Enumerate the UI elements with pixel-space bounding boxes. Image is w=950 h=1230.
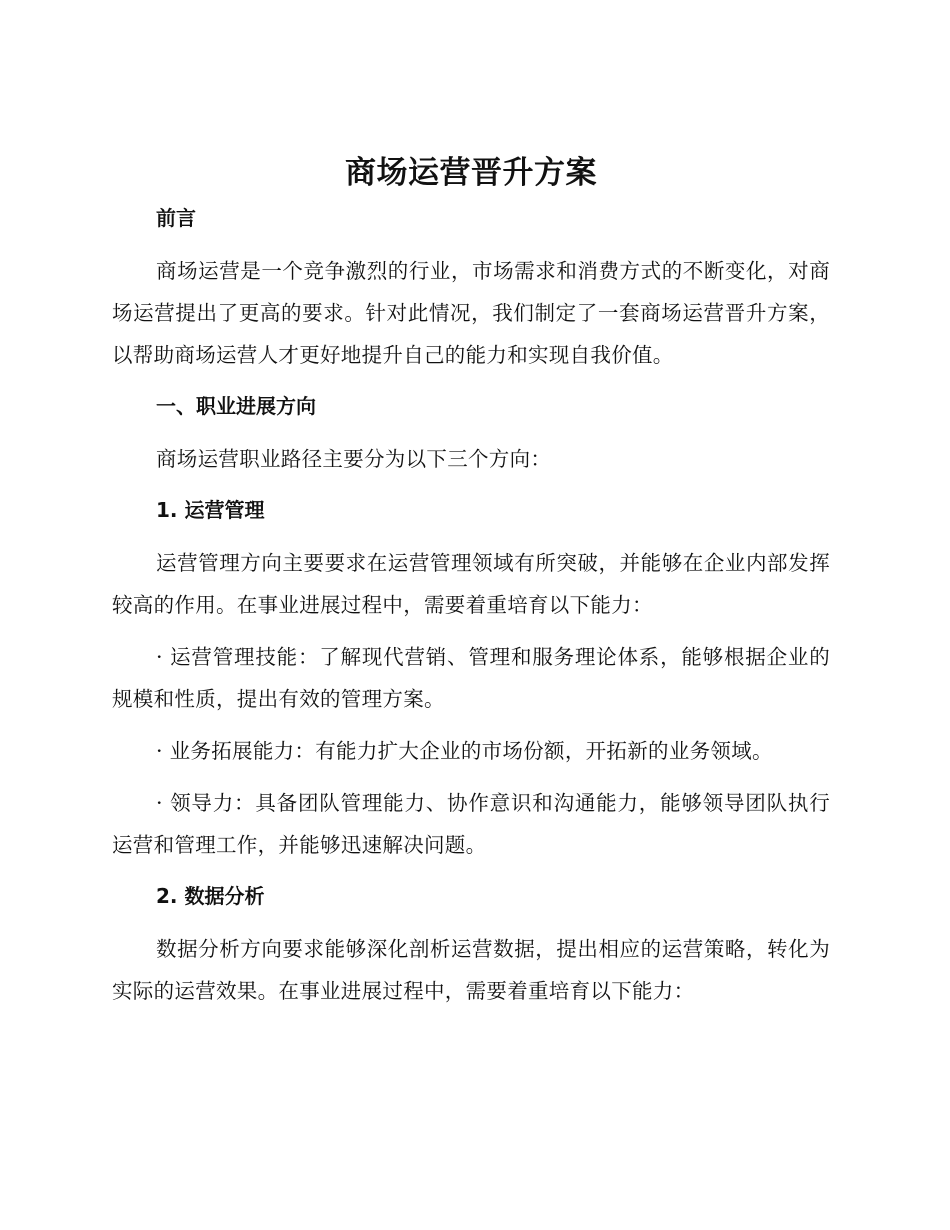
subheading-operations-management: 1. 运营管理	[156, 498, 265, 522]
paragraph-operations-management: 运营管理方向主要要求在运营管理领域有所突破，并能够在企业内部发挥较高的作用。在事业进展过程中，需要着重培育以下能力：	[112, 551, 830, 617]
section-heading-career-direction: 一、职业进展方向	[156, 394, 316, 418]
document-page	[112, 150, 830, 1022]
bullet-leadership: · 领导力：具备团队管理能力、协作意识和沟通能力，能够领导团队执行运营和管理工作，并能够迅速解决问题。	[112, 791, 830, 857]
subheading-data-analysis: 2. 数据分析	[156, 884, 265, 908]
paragraph-career-intro: 商场运营职业路径主要分为以下三个方向：	[156, 447, 552, 471]
section-heading-preface: 前言	[156, 206, 196, 230]
paragraph-data-analysis: 数据分析方向要求能够深化剖析运营数据，提出相应的运营策略，转化为实际的运营效果。在事业进展过程中，需要着重培育以下能力：	[112, 937, 830, 1003]
paragraph-preface: 商场运营是一个竞争激烈的行业，市场需求和消费方式的不断变化，对商场运营提出了更高的要求。针对此情况，我们制定了一套商场运营晋升方案，以帮助商场运营人才更好地提升自己的能力和实现自我价值。	[112, 259, 830, 367]
document-title: 商场运营晋升方案	[345, 155, 597, 191]
bullet-business-expansion: · 业务拓展能力：有能力扩大企业的市场份额，开拓新的业务领域。	[156, 739, 773, 763]
bullet-operations-skills: · 运营管理技能：了解现代营销、管理和服务理论体系，能够根据企业的规模和性质，提出有效的管理方案。	[112, 645, 830, 711]
